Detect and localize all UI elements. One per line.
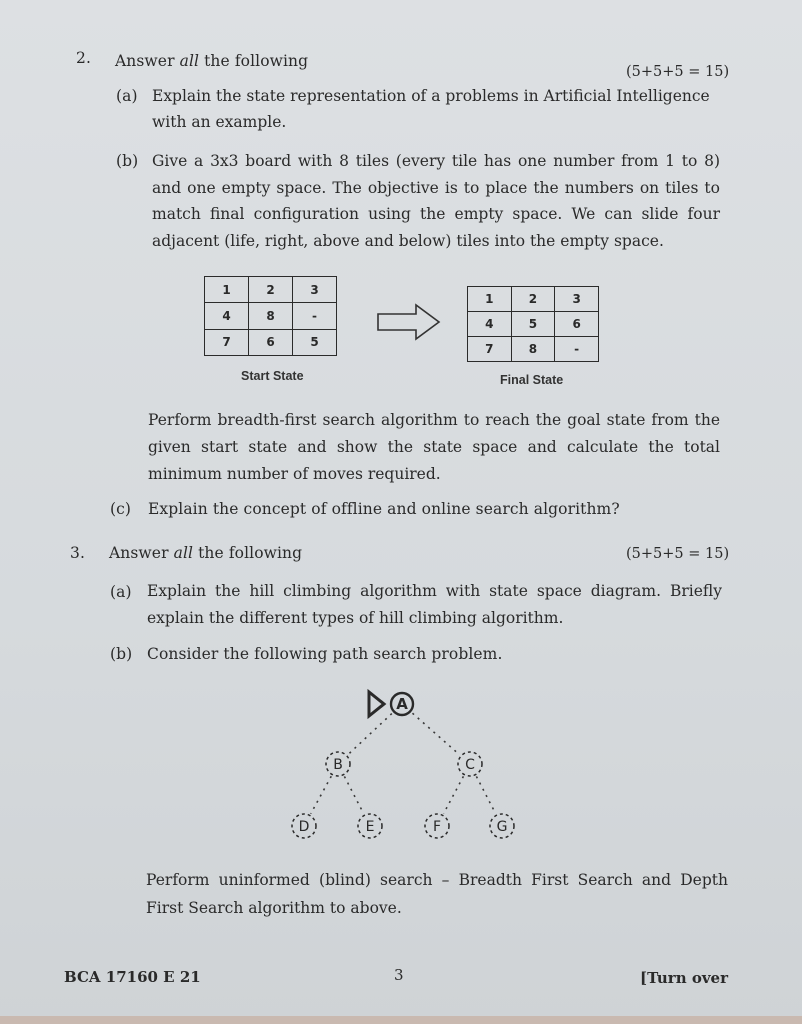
tree-node-g — [490, 814, 514, 838]
tree-node-label: C — [465, 757, 475, 773]
tree-edge-a-c — [412, 713, 459, 754]
tree-node-c — [458, 752, 482, 776]
start-state-grid — [204, 276, 337, 356]
start-state-tile: 2 — [249, 277, 293, 303]
final-state-caption: Final State — [500, 373, 564, 387]
tree-node-f — [425, 814, 449, 838]
tree-node-b — [326, 752, 350, 776]
q3-marks: (5+5+5 = 15) — [626, 546, 730, 562]
q2b-followup: Perform breadth-first search algorithm to reach the goal state from the given start state and show the state space and calculate the total minimum number of moves required. — [148, 411, 720, 483]
q3b-followup: Perform uninformed (blind) search – Breadth First Search and Depth First Search algorithm to above. — [146, 871, 728, 917]
search-tree-diagram — [280, 680, 540, 850]
tree-node-label: G — [496, 819, 508, 835]
tree-edge-a-b — [348, 714, 392, 755]
q3-title: Answer all the following — [109, 544, 303, 562]
right-arrow-icon — [376, 302, 442, 342]
tree-node-label: B — [333, 757, 343, 773]
start-state-tile: 8 — [249, 303, 293, 329]
tree-node-label: D — [298, 819, 310, 835]
page-number: 3 — [394, 966, 404, 984]
q2c-text: Explain the concept of offline and online search algorithm? — [148, 500, 620, 518]
final-state-tile: 8 — [511, 337, 555, 362]
start-state-tile: 7 — [205, 329, 249, 355]
tree-edge-b-d — [311, 776, 332, 813]
final-state-tile: - — [555, 337, 599, 362]
tree-node-e — [358, 814, 382, 838]
start-state-tile: 5 — [293, 329, 337, 355]
tree-edge-b-e — [344, 776, 363, 813]
q3b-text: Consider the following path search problem. — [147, 645, 503, 663]
start-state-caption: Start State — [241, 369, 304, 383]
final-state-tile: 2 — [511, 287, 555, 312]
page-edge — [0, 1016, 802, 1024]
q2b-text: Give a 3x3 board with 8 tiles (every tile has one number from 1 to 8) and one empty space. The objective is to place the numbers on tiles to match final configuration using the empty space. We can slide four adjacent (life, right, above and below) tiles into the empty space. — [152, 152, 720, 250]
final-state-tile: 7 — [468, 337, 512, 362]
tree-node-d — [292, 814, 316, 838]
q2b-label: (b) — [116, 152, 139, 170]
start-state-tile: 1 — [205, 277, 249, 303]
q2-marks: (5+5+5 = 15) — [626, 64, 730, 80]
q2-number: 2. — [76, 49, 91, 67]
tree-edge-c-g — [476, 776, 495, 813]
tree-edge-c-f — [444, 776, 464, 813]
final-state-grid — [467, 286, 599, 362]
q2-title: Answer all the following — [115, 52, 309, 70]
final-state-tile: 3 — [555, 287, 599, 312]
start-state-tile: 3 — [293, 277, 337, 303]
q3a-label: (a) — [110, 583, 132, 601]
tree-node-a — [391, 693, 413, 715]
tree-node-label: A — [396, 695, 408, 713]
final-state-tile: 6 — [555, 312, 599, 337]
start-triangle-icon — [369, 692, 384, 716]
final-state-tile: 4 — [468, 312, 512, 337]
start-state-tile: - — [293, 303, 337, 329]
tree-node-label: F — [432, 819, 442, 835]
q2a-label: (a) — [116, 87, 138, 105]
q2a-text: Explain the state representation of a problems in Artificial Intelligence with an example. — [152, 87, 710, 131]
turn-over: [Turn over — [640, 969, 728, 987]
q3a-text: Explain the hill climbing algorithm with state space diagram. Briefly explain the different types of hill climbing algorithm. — [147, 582, 722, 627]
start-state-tile: 6 — [249, 329, 293, 355]
final-state-tile: 5 — [511, 312, 555, 337]
tree-node-label: E — [365, 819, 375, 835]
q3b-label: (b) — [110, 645, 133, 663]
q3-number: 3. — [70, 544, 85, 562]
final-state-tile: 1 — [468, 287, 512, 312]
start-state-tile: 4 — [205, 303, 249, 329]
footer-code: BCA 17160 E 21 — [64, 968, 201, 986]
q2c-label: (c) — [110, 500, 132, 518]
